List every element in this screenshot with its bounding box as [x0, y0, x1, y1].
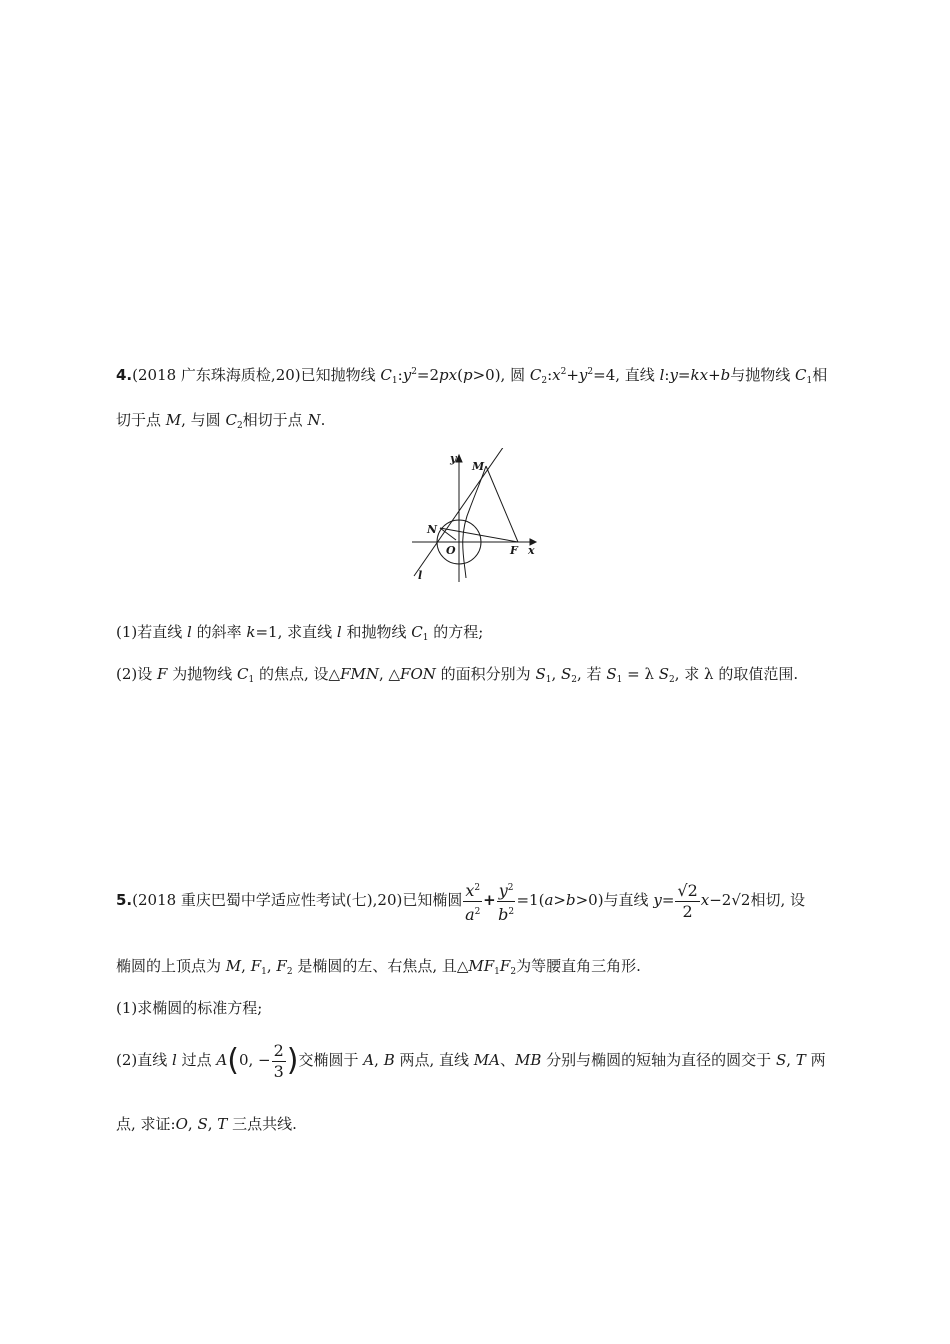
- fig-label-x: x: [528, 544, 535, 557]
- fig-label-m: M: [472, 460, 485, 473]
- fraction-sqrt2-2: $\frac{√2}{2}$: [677, 880, 698, 921]
- q4-part1: (1)若直线 l 的斜率 k=1, 求直线 l 和抛物线 $C_1$ 的方程;: [116, 623, 484, 643]
- fig-label-l: l: [418, 569, 423, 582]
- q5-line1: 5.(2018 重庆巴蜀中学适应性考试(七),20)已知椭圆 $\frac{x^2}{a^2}$ + $\frac{y^2}{b^2}$ =1(a>b>0)与直线 y= $\frac{√2}{2}$ x−2√2相切, 设: [116, 876, 805, 925]
- q5-line2: 椭圆的上顶点为 M, $F_1$, $F_2$ 是椭圆的左、右焦点, 且$\triangle MF_1F_2$为等腰直角三角形.: [116, 957, 641, 977]
- segment-nf: [440, 528, 518, 542]
- fig-label-y: y: [450, 452, 457, 465]
- fig-label-f: F: [510, 544, 518, 557]
- parabola-c1: [463, 466, 486, 578]
- q5-number: 5.: [116, 891, 133, 909]
- q5-part1: (1)求椭圆的标准方程;: [116, 999, 263, 1017]
- fraction-2-3: $\frac{2}{3}$: [273, 1040, 284, 1081]
- fig-label-o: O: [446, 544, 456, 557]
- fraction-x2-a2: $\frac{x^2}{a^2}$: [463, 878, 482, 925]
- fig-label-n: N: [427, 523, 438, 536]
- segment-mf: [486, 466, 518, 542]
- q4-part2: (2)设 F 为抛物线 $C_1$ 的焦点, 设△FMN, △FON 的面积分别为 $S_1$, $S_2$, 若 $S_1 = \lambda$ $S_2$, 求 λ 的取值范围.: [116, 665, 799, 685]
- q4-line2: 切于点 M, 与圆 $C_2$相切于点 N.: [116, 411, 326, 431]
- y-axis-arrow: [456, 455, 462, 462]
- fraction-y2-b2: $\frac{y^2}{b^2}$: [497, 878, 516, 925]
- q4-figure: [408, 448, 548, 584]
- q5-part2: (2)直线 l 过点 A(0, − $\frac{2}{3}$ )交椭圆于 A, B 两点, 直线 MA、MB 分别与椭圆的短轴为直径的圆交于 S, T 两: [116, 1040, 826, 1081]
- q4-number: 4.: [116, 366, 133, 384]
- q4-line1: 4.(2018 广东珠海质检,20)已知抛物线 $C_1:y^2=2px(p>0)$, 圆 $C_2:x^2+y^2=4$, 直线 l:y=kx+b与抛物线 $C_1$相: [116, 366, 828, 386]
- q5-part2-cont: 点, 求证:O, S, T 三点共线.: [116, 1115, 297, 1133]
